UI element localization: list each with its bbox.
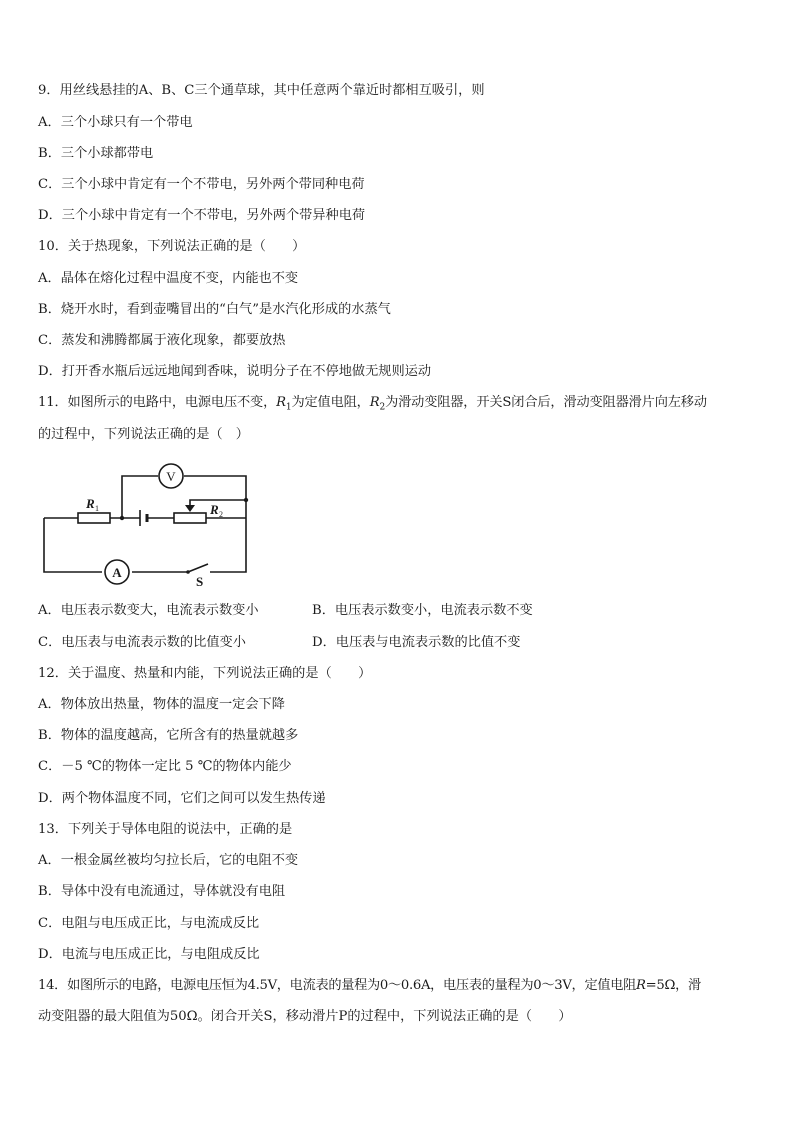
q11-stem-part2: 为定值电阻， bbox=[291, 395, 370, 410]
voltmeter-label: V bbox=[166, 469, 176, 484]
q14-stem-line1 bbox=[38, 977, 701, 995]
r2-resistor bbox=[174, 513, 206, 523]
voltmeter-wire-right bbox=[184, 476, 246, 498]
q14-stem-line2: 动变阻器的最大阻值为50Ω。闭合开关S，移动滑片P的过程中，下列说法正确的是（ ） bbox=[38, 1009, 572, 1024]
q10-option-b: B．烧开水时，看到壶嘴冒出的“白气”是水汽化形成的水蒸气 bbox=[38, 302, 391, 317]
q10-stem: 10．关于热现象，下列说法正确的是（ ） bbox=[38, 239, 306, 254]
switch-label: S bbox=[196, 574, 204, 589]
q9-option-b: B．三个小球都带电 bbox=[38, 146, 154, 161]
q11-option-d: D．电压表与电流表示数的比值不变 bbox=[312, 635, 521, 650]
q13-option-a: A．一根金属丝被均匀拉长后，它的电阻不变 bbox=[38, 853, 299, 868]
q11-stem-part3: 为滑动变阻器，开关S闭合后，滑动变阻器滑片向左移动 bbox=[385, 395, 707, 410]
q13-option-b: B．导体中没有电流通过，导体就没有电阻 bbox=[38, 884, 286, 899]
q11-stem-part1: 11．如图所示的电路中，电源电压不变， bbox=[38, 395, 277, 410]
r2-label-sub: 2 bbox=[219, 510, 223, 519]
q12-option-b: B．物体的温度越高，它所含有的热量就越多 bbox=[38, 728, 299, 743]
r1-label-sub: 1 bbox=[95, 504, 99, 513]
q11-option-c: C．电压表与电流表示数的比值变小 bbox=[38, 635, 246, 650]
r1-subscript: 1 bbox=[285, 402, 292, 413]
wire-left-bottom bbox=[44, 518, 102, 572]
r1-resistor bbox=[78, 513, 110, 523]
r1-label: R bbox=[86, 496, 95, 511]
q12-option-d: D．两个物体温度不同，它们之间可以发生热传递 bbox=[38, 791, 326, 806]
r1-symbol: R bbox=[276, 395, 286, 410]
ammeter-label: A bbox=[112, 565, 122, 580]
q11-option-b: B．电压表示数变小，电流表示数不变 bbox=[312, 603, 533, 618]
q11-option-a: A．电压表示数变大，电流表示数变小 bbox=[38, 603, 259, 618]
switch-lever bbox=[188, 564, 208, 572]
slider-arrow bbox=[185, 505, 195, 512]
q9-option-c: C．三个小球中肯定有一个不带电，另外两个带同种电荷 bbox=[38, 177, 365, 192]
r-symbol: R bbox=[636, 978, 646, 993]
r2-subscript: 2 bbox=[379, 402, 386, 413]
q9-stem: 9．用丝线悬挂的A、B、C三个通草球，其中任意两个靠近时都相互吸引，则 bbox=[38, 83, 485, 98]
q10-option-d: D．打开香水瓶后远远地闻到香味，说明分子在不停地做无规则运动 bbox=[38, 364, 432, 379]
q12-option-a: A．物体放出热量，物体的温度一定会下降 bbox=[38, 697, 285, 712]
q13-option-d: D．电流与电压成正比，与电阻成反比 bbox=[38, 947, 260, 962]
q10-option-a: A．晶体在熔化过程中温度不变，内能也不变 bbox=[38, 271, 299, 286]
switch-pivot bbox=[186, 570, 190, 574]
q12-option-c: C．－5 ℃的物体一定比 5 ℃的物体内能少 bbox=[38, 759, 292, 774]
q12-stem: 12．关于温度、热量和内能，下列说法正确的是（ ） bbox=[38, 666, 372, 681]
q14-stem-part2: =5Ω，滑 bbox=[645, 978, 701, 993]
q11-stem-line1 bbox=[38, 394, 707, 417]
junction-dot-right bbox=[244, 498, 248, 502]
q9-option-d: D．三个小球中肯定有一个不带电，另外两个带异种电荷 bbox=[38, 208, 366, 223]
q14-stem-part1: 14．如图所示的电路，电源电压恒为4.5V，电流表的量程为0～0.6A，电压表的量程为0～3V，定值电阻 bbox=[38, 978, 636, 993]
q10-option-c: C．蒸发和沸腾都属于液化现象，都要放热 bbox=[38, 333, 286, 348]
circuit-diagram bbox=[38, 460, 258, 590]
q11-stem-line2: 的过程中，下列说法正确的是（ ） bbox=[38, 427, 249, 442]
q9-option-a: A．三个小球只有一个带电 bbox=[38, 115, 193, 130]
q13-stem: 13．下列关于导体电阻的说法中，正确的是 bbox=[38, 822, 293, 837]
junction-dot-left bbox=[120, 516, 124, 520]
r2-symbol: R bbox=[369, 395, 380, 410]
q13-option-c: C．电阻与电压成正比，与电流成反比 bbox=[38, 916, 260, 931]
r2-label: R bbox=[210, 502, 219, 517]
